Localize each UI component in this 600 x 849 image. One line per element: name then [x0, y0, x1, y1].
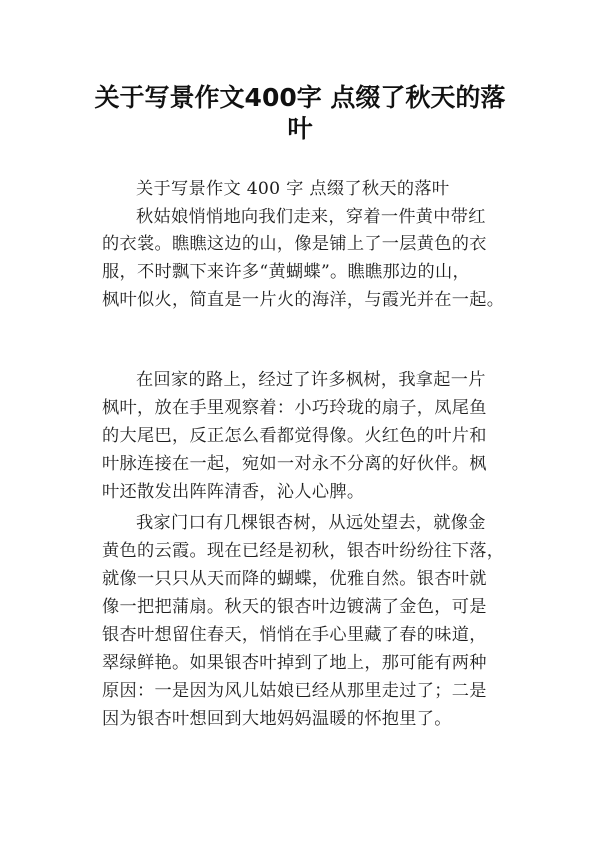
subtitle-line: 关于写景作文 400 字 点缀了秋天的落叶 [136, 179, 450, 199]
paragraph-line: 枫叶似火，简直是一片火的海洋，与霞光并在一起。 [102, 290, 505, 310]
paragraph-line: 翠绿鲜艳。如果银杏叶掉到了地上，那可能有两种 [102, 653, 487, 673]
paragraph-line: 的大尾巴，反正怎么看都觉得像。火红色的叶片和 [102, 426, 487, 446]
paragraph-line: 在回家的路上，经过了许多枫树，我拿起一片 [136, 370, 486, 390]
paragraph-line: 服，不时飘下来许多“黄蝴蝶”。瞧瞧那边的山， [102, 262, 470, 282]
paragraph-line: 枫叶，放在手里观察着：小巧玲珑的扇子，凤尾鱼 [102, 398, 487, 418]
paragraph-line: 像一把把蒲扇。秋天的银杏叶边镀满了金色，可是 [102, 597, 487, 617]
paragraph-line: 黄色的云霞。现在已经是初秋，银杏叶纷纷往下落， [102, 541, 505, 561]
paragraph-line: 叶还散发出阵阵清香，沁人心脾。 [102, 482, 365, 502]
paragraph-line: 银杏叶想留住春天，悄悄在手心里藏了春的味道， [102, 625, 487, 645]
document-title-line-1: 关于写景作文400字 点缀了秋天的落 [94, 83, 506, 112]
paragraph-line: 秋姑娘悄悄地向我们走来，穿着一件黄中带红 [136, 207, 486, 227]
paragraph-line: 就像一只只从天而降的蝴蝶，优雅自然。银杏叶就 [102, 569, 487, 589]
document-title-line-2: 叶 [287, 114, 313, 143]
paragraph-line: 原因：一是因为风儿姑娘已经从那里走过了；二是 [102, 681, 487, 701]
paragraph-line: 因为银杏叶想回到大地妈妈温暖的怀抱里了。 [102, 709, 452, 729]
paragraph-line: 的衣裳。瞧瞧这边的山，像是铺上了一层黄色的衣 [102, 234, 487, 254]
paragraph-line: 叶脉连接在一起，宛如一对永不分离的好伙伴。枫 [102, 454, 487, 474]
paragraph-line: 我家门口有几棵银杏树，从远处望去，就像金 [136, 513, 486, 533]
